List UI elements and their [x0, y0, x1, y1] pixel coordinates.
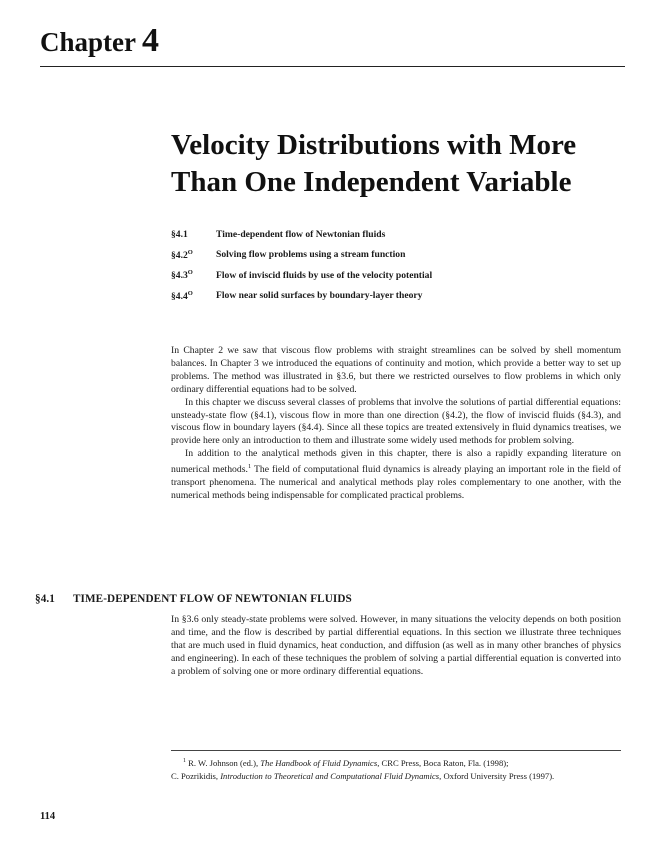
toc-text: Flow near solid surfaces by boundary-layer theory: [216, 290, 423, 302]
chapter-word: Chapter: [40, 27, 136, 57]
toc-text: Flow of inviscid fluids by use of the velocity potential: [216, 269, 433, 281]
toc-item: [171, 286, 631, 307]
intro-paragraph-1: In Chapter 2 we saw that viscous flow problems with straight streamlines can be solved by shell momentum balances. In Chapter 3 we introduced the equations of continuity and motion, which provide a better way to set up problems. The method was illustrated in §3.6, but there we restricted ourselves to flow problems in which only ordinary differential equations had to be solved.: [171, 345, 621, 395]
toc-text: Time-dependent flow of Newtonian fluids: [216, 228, 386, 240]
footnotes: [171, 755, 631, 784]
toc-item: [171, 265, 631, 286]
chapter-rule: [40, 66, 625, 67]
intro-paragraph-2: In this chapter we discuss several classes of problems that involve the solutions of partial differential equations: unsteady-state flow (§4.1), viscous flow in more than one direction (§4.2), the flow of inviscid fluids (§4.3), and viscous flow in boundary layers (§4.4). Since all these topics are treated extensively in fluid dynamics treatises, we provide here only an introduction to them and illustrate some widely used methods for problem solving.: [171, 396, 621, 447]
section-toc: [171, 224, 631, 306]
section-body: [171, 614, 621, 679]
toc-number: $\S 4.3^O$: [171, 269, 193, 282]
chapter-title-line-1: Velocity Distributions with More: [171, 129, 577, 161]
page-number: 114: [40, 811, 56, 822]
chapter-label: [40, 22, 159, 60]
toc-item: [171, 224, 631, 245]
toc-number: §4.1: [171, 229, 188, 241]
section-heading: [35, 593, 352, 605]
toc-number: $\S 4.2^O$: [171, 248, 193, 261]
section-number: §4.1: [35, 593, 55, 605]
footnote-rule: [171, 750, 621, 751]
footnote-marker: 1: [247, 463, 252, 471]
footnote-2: C. Pozrikidis, Introduction to Theoretical and Computational Fluid Dynamics, Oxford University Press (1997).: [171, 771, 555, 782]
chapter-number: 4: [142, 22, 159, 59]
toc-item: [171, 245, 631, 266]
section-paragraph: In §3.6 only steady-state problems were solved. However, in many situations the velocity depends on both position and time, and the flow is described by partial differential equations. In this section we illustrate three techniques that are much used in fluid dynamics, heat conduction, and diffusion (as well as in many other branches of physics and engineering). In each of these techniques the problem of solving a partial differential equation is converted into a problem of solving one or more ordinary differential equations.: [171, 614, 621, 677]
toc-text: Solving flow problems using a stream function: [216, 249, 406, 261]
footnote-1: $^1$ R. W. Johnson (ed.), The Handbook of Fluid Dynamics, CRC Press, Boca Raton, Fla. (1998);: [183, 757, 509, 768]
intro-paragraph-3: In addition to the analytical methods given in this chapter, there is also a rapidly expanding literature on numerical methods.$^1$ The field of computational fluid dynamics is already playing an important role in the field of transport phenomena. The numerical and analytical methods play roles complementary to one another, with the numerical methods being indispensable for complicated practical problems.: [171, 448, 622, 502]
chapter-title: [171, 127, 641, 201]
section-title: TIME-DEPENDENT FLOW OF NEWTONIAN FLUIDS: [73, 593, 352, 605]
intro-text: [171, 345, 621, 503]
chapter-title-line-2: Than One Independent Variable: [171, 166, 572, 198]
toc-number: $\S 4.4^O$: [171, 289, 193, 302]
